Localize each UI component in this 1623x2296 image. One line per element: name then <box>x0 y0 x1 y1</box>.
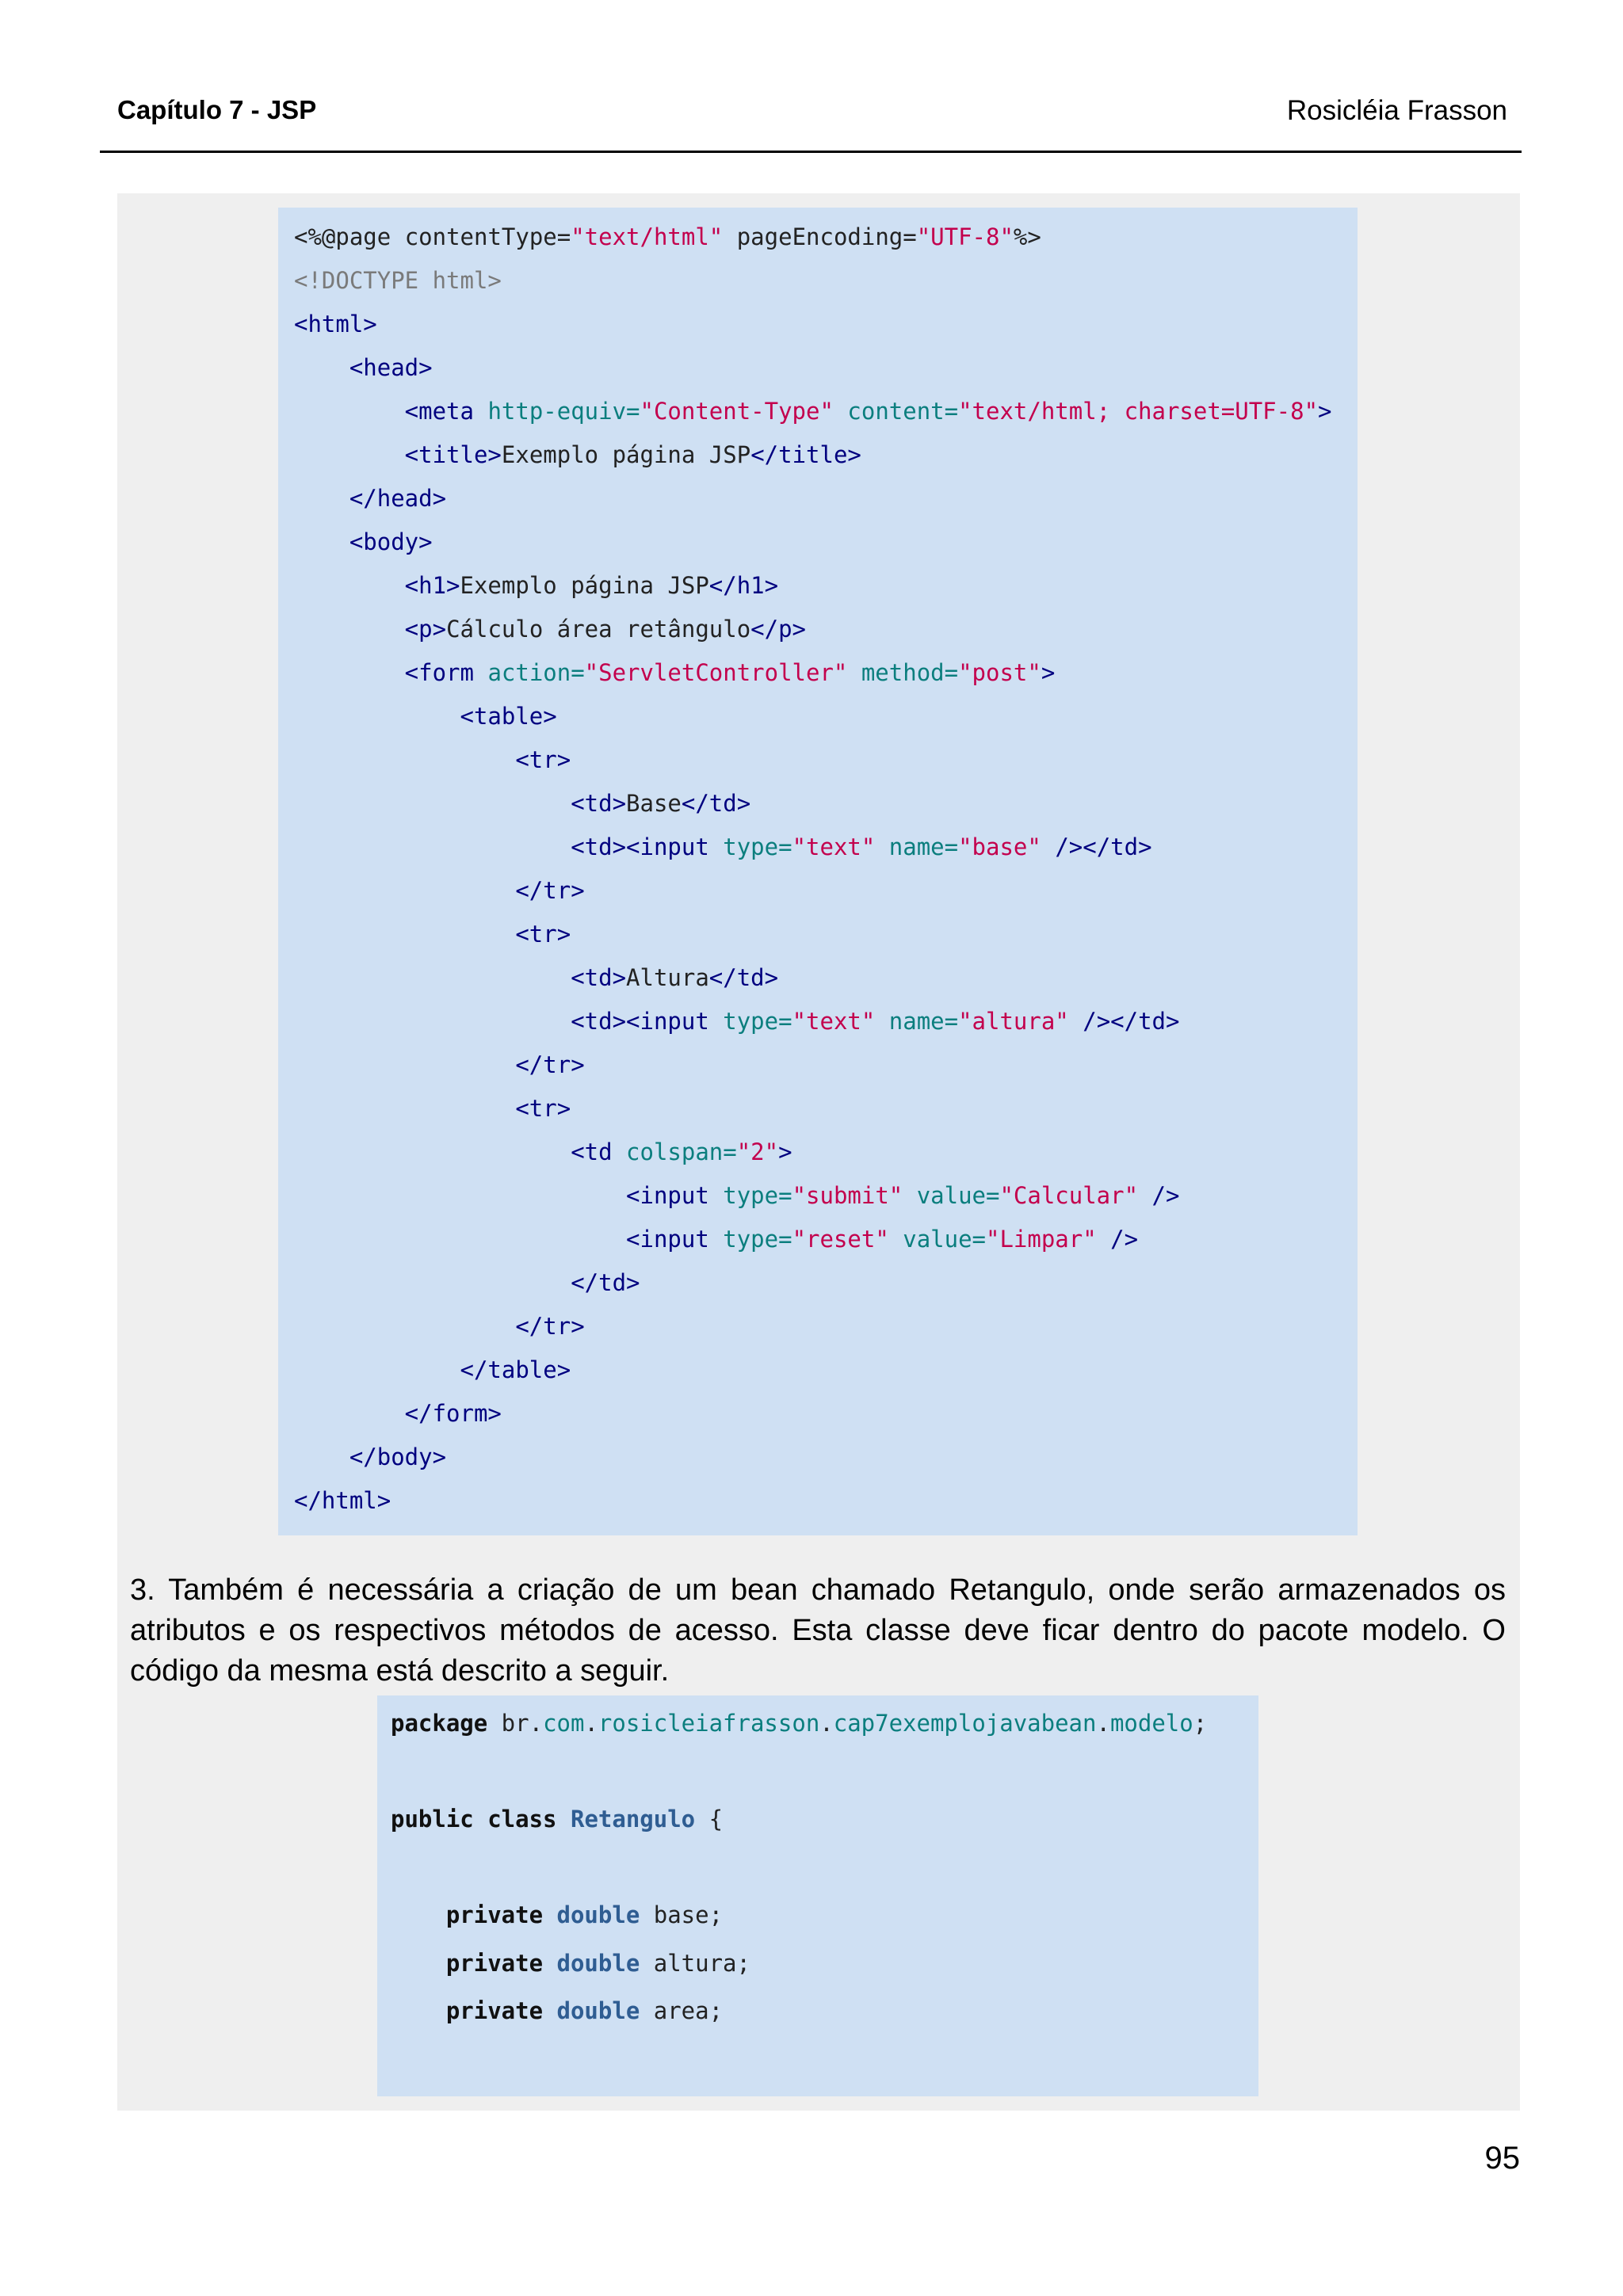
code-token: Exemplo página JSP <box>460 572 709 599</box>
code-token: pageEncoding= <box>723 223 917 250</box>
code-line <box>294 1261 1358 1305</box>
code-token: altura; <box>640 1949 750 1977</box>
code-token: </h1> <box>708 572 779 599</box>
code-token: "post" <box>958 659 1041 686</box>
code-token: "Content-Type" <box>640 398 834 425</box>
code-token: private <box>391 1997 557 2024</box>
code-token: <td <box>294 1138 627 1165</box>
code-token: </form> <box>294 1400 502 1427</box>
code-token: private <box>391 1901 557 1928</box>
code-token: "altura" <box>958 1008 1069 1035</box>
code-token: content= <box>833 398 959 425</box>
code-token: > <box>1318 398 1332 425</box>
code-token: </tr> <box>294 1313 585 1340</box>
code-token: <tr> <box>294 921 571 948</box>
author-name: Rosicléia Frasson <box>1286 95 1507 126</box>
code-token: Exemplo página JSP <box>501 441 751 468</box>
code-token: </tr> <box>294 1051 585 1078</box>
code-token: /></td> <box>1068 1008 1180 1035</box>
code-line <box>294 1131 1358 1174</box>
code-token: type= <box>723 833 792 860</box>
code-line <box>294 215 1358 259</box>
code-token: </tr> <box>294 877 585 904</box>
code-token: double <box>556 1901 640 1928</box>
code-token: </title> <box>750 441 861 468</box>
code-token: > <box>778 1138 792 1165</box>
code-token: </table> <box>294 1356 571 1383</box>
code-token: value= <box>903 1182 1000 1209</box>
code-line <box>294 738 1358 782</box>
code-line <box>294 1392 1358 1436</box>
code-token: </html> <box>294 1487 391 1514</box>
code-token: "ServletController" <box>584 659 848 686</box>
code-line <box>391 1848 1258 1896</box>
code-token: base; <box>640 1901 724 1928</box>
code-line <box>294 695 1358 738</box>
code-token: "base" <box>958 833 1041 860</box>
code-token: > <box>1041 659 1056 686</box>
code-token: </body> <box>294 1444 447 1470</box>
code-token: cap7exemplojavabean <box>833 1710 1097 1737</box>
code-token: <meta <box>294 398 488 425</box>
code-line <box>294 956 1358 1000</box>
code-line <box>294 608 1358 651</box>
code-line <box>294 1043 1358 1087</box>
code-token: <body> <box>294 528 433 555</box>
code-token: "reset" <box>792 1226 889 1253</box>
code-token: double <box>556 1997 640 2024</box>
code-token: /> <box>1138 1182 1180 1209</box>
code-line <box>294 433 1358 477</box>
code-token: http-equiv= <box>487 398 640 425</box>
code-token: "2" <box>736 1138 779 1165</box>
code-line <box>294 913 1358 956</box>
code-token: rosicleiafrasson <box>598 1710 820 1737</box>
code-line <box>294 869 1358 913</box>
code-token: contentType= <box>404 223 571 250</box>
code-token: name= <box>875 833 959 860</box>
code-token: area; <box>640 1997 724 2024</box>
code-line <box>294 1436 1358 1479</box>
code-token: com <box>543 1710 585 1737</box>
code-token: Base <box>626 790 682 817</box>
body-paragraph: 3. Também é necessária a criação de um bean chamado Retangulo, onde serão armazenados os atributos e os respectivos métodos de acesso. Esta classe deve ficar dentro do pacote modelo. O código da mesma está descrito a seguir. <box>130 1573 1506 1688</box>
code-token: </head> <box>294 485 447 512</box>
code-line <box>294 826 1358 869</box>
code-token: <p> <box>294 616 447 643</box>
code-token: "text" <box>792 833 876 860</box>
chapter-title: Capítulo 7 - JSP <box>117 95 317 124</box>
code-line <box>391 1991 1258 2039</box>
code-token: { <box>695 1806 724 1833</box>
code-token: package <box>391 1710 488 1737</box>
code-token: "text/html; charset=UTF-8" <box>958 398 1319 425</box>
code-token: ; <box>1193 1710 1208 1737</box>
code-token: private <box>391 1949 557 1977</box>
code-token: <td> <box>294 964 627 991</box>
code-token: <td><input <box>294 833 724 860</box>
code-token: "text" <box>792 1008 876 1035</box>
code-token: br. <box>487 1710 544 1737</box>
code-line <box>294 1218 1358 1261</box>
code-token: </td> <box>294 1269 640 1296</box>
code-line <box>294 1174 1358 1218</box>
code-line <box>294 303 1358 346</box>
code-token: public class <box>391 1806 571 1833</box>
code-line <box>391 1895 1258 1943</box>
code-line <box>294 564 1358 608</box>
code-token: Retangulo <box>570 1806 696 1833</box>
code-line <box>294 1000 1358 1043</box>
code-line <box>391 1752 1258 1800</box>
code-token: colspan= <box>626 1138 737 1165</box>
code-token: <html> <box>294 311 377 338</box>
java-code-block <box>377 1695 1258 2096</box>
code-token: <form <box>294 659 488 686</box>
code-token: Cálculo área retângulo <box>446 616 751 643</box>
code-line <box>294 1305 1358 1348</box>
code-token: %> <box>1013 223 1041 250</box>
code-line <box>294 390 1358 433</box>
code-token: action= <box>487 659 585 686</box>
code-line <box>294 1479 1358 1523</box>
code-line <box>294 782 1358 826</box>
code-line <box>294 1087 1358 1131</box>
code-token: "Limpar" <box>986 1226 1097 1253</box>
code-token: . <box>1096 1710 1110 1737</box>
code-token: </td> <box>708 964 779 991</box>
code-token: Altura <box>626 964 709 991</box>
code-token: "UTF-8" <box>916 223 1014 250</box>
code-line <box>294 477 1358 521</box>
code-token: /> <box>1096 1226 1139 1253</box>
code-token: <%@page <box>294 223 405 250</box>
code-token: /></td> <box>1041 833 1152 860</box>
code-token: name= <box>875 1008 959 1035</box>
code-line <box>294 346 1358 390</box>
code-line <box>391 1703 1258 1752</box>
page-number: 95 <box>1484 2141 1520 2176</box>
code-token: type= <box>723 1226 792 1253</box>
code-line <box>391 1799 1258 1848</box>
code-token: <input <box>294 1226 724 1253</box>
code-token: </td> <box>681 790 751 817</box>
code-line <box>294 259 1358 303</box>
code-token: . <box>819 1710 834 1737</box>
code-token: "text/html" <box>571 223 724 250</box>
code-token: type= <box>723 1008 792 1035</box>
code-token: <tr> <box>294 746 571 773</box>
code-token: <tr> <box>294 1095 571 1122</box>
code-line <box>294 651 1358 695</box>
code-token: </p> <box>750 616 807 643</box>
jsp-code-block <box>278 208 1358 1535</box>
code-token: . <box>584 1710 598 1737</box>
code-token: "submit" <box>792 1182 903 1209</box>
code-token: <table> <box>294 703 557 730</box>
code-line <box>294 1348 1358 1392</box>
header-rule <box>100 151 1522 153</box>
code-token: <title> <box>294 441 502 468</box>
code-token: double <box>556 1949 640 1977</box>
code-token: <td><input <box>294 1008 724 1035</box>
code-line <box>294 521 1358 564</box>
code-token: <td> <box>294 790 627 817</box>
code-token: method= <box>847 659 959 686</box>
code-token: value= <box>888 1226 986 1253</box>
code-token: type= <box>723 1182 792 1209</box>
code-token: <h1> <box>294 572 460 599</box>
code-token: modelo <box>1109 1710 1193 1737</box>
code-token: <input <box>294 1182 724 1209</box>
code-token: <head> <box>294 354 433 381</box>
code-token: <!DOCTYPE html> <box>294 267 502 294</box>
code-token: "Calcular" <box>999 1182 1139 1209</box>
code-line <box>391 1943 1258 1992</box>
